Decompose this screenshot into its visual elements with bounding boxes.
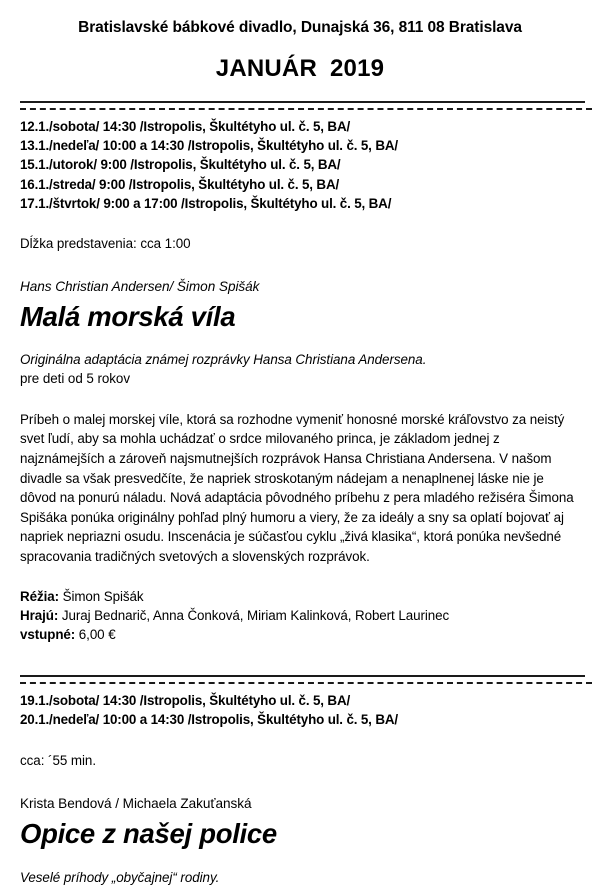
credit-value: Juraj Bednarič, Anna Čonková, Miriam Kalinková, Robert Laurinec (58, 608, 450, 623)
show1-subtitle-italic: Originálna adaptácia známej rozprávky Hansa Christiana Andersena. (20, 352, 427, 368)
list-item: 19.1./sobota/ 14:30 /Istropolis, Škultétyho ul. č. 5, BA/ (20, 692, 351, 708)
credit-value: Šimon Spišák (58, 588, 144, 604)
show1-authors: Hans Christian Andersen/ Šimon Spišák (20, 279, 260, 295)
separator-dashed-line (20, 682, 592, 684)
separator-middle (20, 675, 580, 684)
page-title (20, 55, 580, 83)
year-label: 2019 (330, 54, 385, 82)
show2-duration: cca: ´55 min. (20, 752, 96, 768)
list-item: 15.1./utorok/ 9:00 /Istropolis, Škultétyho ul. č. 5, BA/ (20, 157, 341, 173)
credit-director (20, 587, 580, 606)
show1-date-list (20, 117, 580, 214)
separator-top (20, 101, 580, 110)
show2-subtitle-block (20, 868, 580, 887)
list-item: 20.1./nedeľa/ 10:00 a 14:30 /Istropolis, Škultétyho ul. č. 5, BA/ (20, 712, 398, 728)
list-item: 13.1./nedeľa/ 10:00 a 14:30 /Istropolis, Škultétyho ul. č. 5, BA/ (20, 138, 398, 153)
show1-subtitle-block (20, 350, 580, 389)
separator-solid-line (20, 101, 585, 103)
show2-date-list (20, 691, 580, 730)
show2-authors: Krista Bendová / Michaela Zakuťanská (20, 796, 252, 812)
list-item: 17.1./štvrtok/ 9:00 a 17:00 /Istropolis, Škultétyho ul. č. 5, BA/ (20, 196, 392, 212)
credit-label: Réžia: (20, 588, 59, 604)
separator-dashed-line (20, 108, 592, 110)
month-label: JANUÁR (215, 54, 317, 82)
show1-age-recommendation: pre deti od 5 rokov (20, 371, 130, 387)
show1-title: Malá morská víla (20, 301, 236, 333)
credit-value: 6,00 € (75, 627, 116, 643)
list-item: 12.1./sobota/ 14:30 /Istropolis, Škultétyho ul. č. 5, BA/ (20, 118, 351, 134)
show2-title: Opice z našej police (20, 818, 277, 850)
show1-description: Príbeh o malej morskej víle, ktorá sa rozhodne vymeniť honosné morské kráľovstvo za neistý svet ľudí, aby sa mohla uchádzať o srdce milovaného princa, je základom jednej z najznámejších a zároveň najsmutnejších rozprávok Hansa Christiana Andersena. V našom divadle sa však presvedčíte, že napriek stroskotaným nádejam a nenaplnenej láske nie je dôvod na ponurú náladu. Nová adaptácia pôvodného príbehu z pera mladého režiséra Šimona Spišáka ponúka originálny pohľad plný humoru a viery, že za ideály a sny sa oplatí bojovať aj napriek nepriazni osudu. Inscenácia je súčasťou cyklu „živá klasika“, ktorá ponúka nevšedné spracovania tradičných svetových a slovenských rozprávok. (20, 411, 574, 564)
credit-price (20, 625, 580, 644)
show2-subtitle-italic: Veselé príhody „obyčajnej“ rodiny. (20, 870, 220, 886)
show1-duration: Dĺžka predstavenia: cca 1:00 (20, 235, 191, 251)
credit-label: vstupné: (20, 627, 76, 643)
list-item: 16.1./streda/ 9:00 /Istropolis, Škultétyho ul. č. 5, BA/ (20, 176, 340, 192)
credit-label: Hrajú: (20, 608, 59, 623)
credit-cast (20, 606, 580, 625)
separator-solid-line (20, 675, 585, 677)
show1-credits (20, 587, 580, 645)
venue-address: Bratislavské bábkové divadlo, Dunajská 36, 811 08 Bratislava (78, 19, 522, 36)
